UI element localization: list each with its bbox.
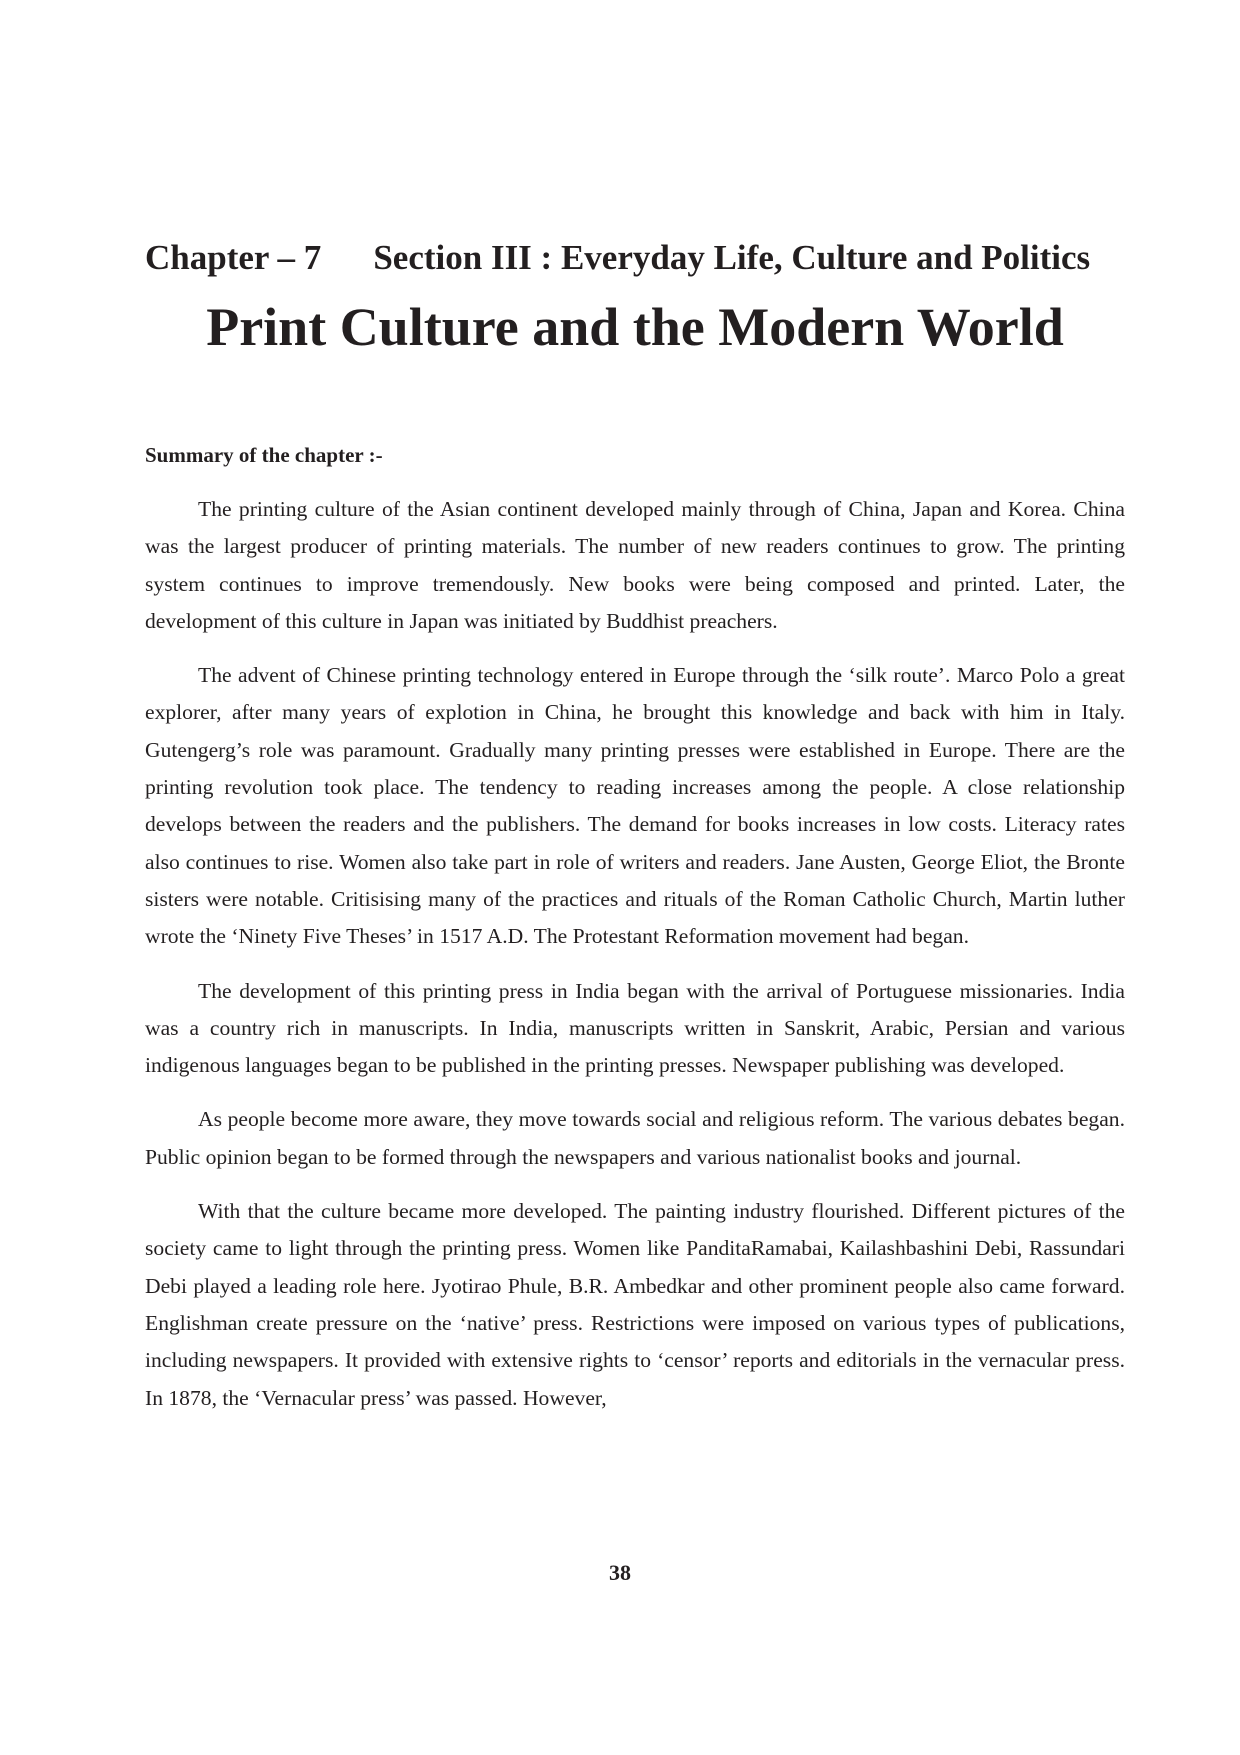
paragraph: With that the culture became more developed. The painting industry flourished. Different pictures of the society came to light through the printing press. Women like PanditaRamabai, Kailashbashini Debi, Rassundari Debi played a leading role here. Jyotirao Phule, B.R. Ambedkar and other prominent people also came forward. Englishman create pressure on the ‘native’ press. Restrictions were imposed on various types of publications, including newspapers. It provided with extensive rights to ‘censor’ reports and editorials in the vernacular press. In 1878, the ‘Vernacular press’ was passed. However,: [145, 1199, 1125, 1410]
paragraph: The printing culture of the Asian continent developed mainly through of China, Japan and Korea. China was the largest producer of printing materials. The number of new readers continues to grow. The printing system continues to improve tremendously. New books were being composed and printed. Later, the development of this culture in Japan was initiated by Buddhist preachers.: [145, 497, 1125, 633]
page-number: 38: [609, 1560, 631, 1585]
paragraph: As people become more aware, they move towards social and religious reform. The various debates began. Public opinion began to be formed through the newspapers and various nationalist books and journal.: [145, 1107, 1125, 1169]
paragraph: The advent of Chinese printing technology entered in Europe through the ‘silk route’. Marco Polo a great explorer, after many years of explotion in China, he brought this knowledge and back with him in Italy. Gutengerg’s role was paramount. Gradually many printing presses were established in Europe. There are the printing revolution took place. The tendency to reading increases among the people. A close relationship develops between the readers and the publishers. The demand for books increases in low costs. Literacy rates also continues to rise. Women also take part in role of writers and readers. Jane Austen, George Eliot, the Bronte sisters were notable. Critisising many of the practices and rituals of the Roman Catholic Church, Martin luther wrote the ‘Ninety Five Theses’ in 1517 A.D. The Protestant Reformation movement had began.: [145, 663, 1125, 949]
summary-heading: Summary of the chapter :-: [145, 443, 383, 467]
section-title: Section III : Everyday Life, Culture and Politics: [373, 238, 1091, 277]
page-title: Print Culture and the Modern World: [206, 297, 1064, 357]
paragraph: The development of this printing press in India began with the arrival of Portuguese missionaries. India was a country rich in manuscripts. In India, manuscripts written in Sanskrit, Arabic, Persian and various indigenous languages began to be published in the printing presses. Newspaper publishing was developed.: [145, 978, 1125, 1078]
chapter-number: Chapter – 7: [145, 238, 322, 277]
chapter-header: [145, 236, 1125, 280]
body-text: [145, 491, 1125, 1434]
